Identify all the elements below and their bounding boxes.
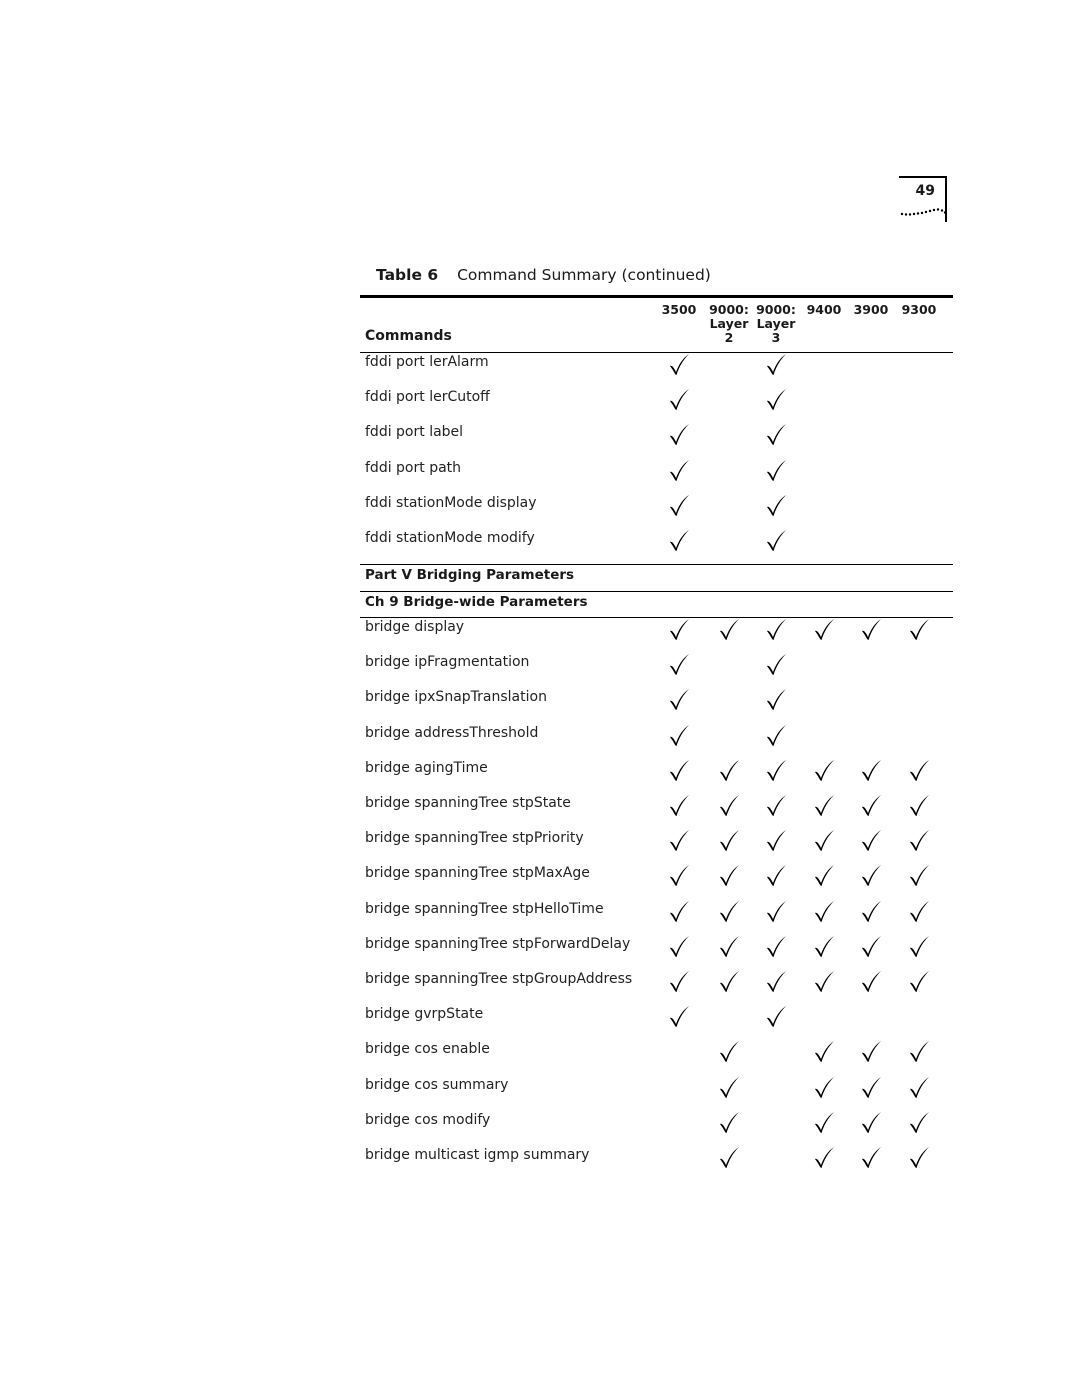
check-mark-icon [908, 618, 930, 642]
section-heading: Part V Bridging Parameters [365, 567, 575, 583]
column-header-line: 9300 [901, 302, 937, 317]
column-header [705, 303, 753, 345]
check-mark-icon [718, 970, 740, 994]
check-mark-icon [813, 794, 835, 818]
command-label: bridge ipFragmentation [365, 654, 530, 671]
command-label: bridge addressThreshold [365, 724, 539, 741]
column-header [752, 303, 800, 345]
check-mark-icon [813, 970, 835, 994]
check-mark-icon [718, 1040, 740, 1064]
check-mark-icon [668, 724, 690, 748]
command-label: bridge cos summary [365, 1076, 509, 1093]
command-label: bridge spanningTree stpPriority [365, 830, 584, 847]
command-label: bridge spanningTree stpHelloTime [365, 900, 604, 917]
check-mark-icon [860, 1040, 882, 1064]
command-label: fddi stationMode modify [365, 530, 535, 546]
table-caption [376, 266, 711, 284]
check-mark-icon [765, 494, 787, 518]
check-mark-icon [668, 653, 690, 677]
column-header [847, 303, 895, 317]
check-mark-icon [908, 935, 930, 959]
check-mark-icon [813, 900, 835, 924]
column-header [655, 303, 703, 317]
check-mark-icon [668, 688, 690, 712]
command-label: bridge spanningTree stpState [365, 795, 571, 811]
check-mark-icon [668, 388, 690, 412]
table-caption-label: Table 6 [376, 266, 439, 284]
check-mark-icon [668, 459, 690, 483]
check-mark-icon [668, 864, 690, 888]
command-label: bridge cos modify [365, 1111, 491, 1128]
check-mark-icon [860, 864, 882, 888]
check-mark-icon [668, 494, 690, 518]
check-mark-icon [765, 618, 787, 642]
check-mark-icon [668, 1005, 690, 1029]
check-mark-icon [718, 794, 740, 818]
check-mark-icon [718, 829, 740, 853]
check-mark-icon [860, 618, 882, 642]
check-mark-icon [813, 1146, 835, 1170]
section-rule [360, 591, 953, 592]
check-mark-icon [765, 900, 787, 924]
command-label: fddi stationMode display [365, 494, 537, 511]
command-label: bridge agingTime [365, 759, 488, 776]
check-mark-icon [908, 900, 930, 924]
command-label: bridge multicast igmp summary [365, 1147, 590, 1163]
command-label: bridge gvrpState [365, 1006, 484, 1023]
check-mark-icon [718, 759, 740, 783]
check-mark-icon [718, 1076, 740, 1100]
check-mark-icon [765, 653, 787, 677]
column-header-line: Layer [756, 316, 796, 331]
page-corner-dots-icon [899, 204, 949, 218]
command-label: bridge spanningTree stpMaxAge [365, 865, 590, 882]
check-mark-icon [908, 759, 930, 783]
check-mark-icon [718, 864, 740, 888]
check-mark-icon [718, 900, 740, 924]
check-mark-icon [765, 864, 787, 888]
check-mark-icon [860, 829, 882, 853]
check-mark-icon [908, 794, 930, 818]
check-mark-icon [718, 1111, 740, 1135]
page-number: 49 [915, 183, 935, 199]
check-mark-icon [908, 1076, 930, 1100]
column-header-line: 3500 [661, 302, 697, 317]
table-top-rule [360, 295, 953, 298]
section-rule [360, 564, 953, 565]
command-label: bridge cos enable [365, 1041, 490, 1058]
command-label: bridge display [365, 619, 465, 635]
check-mark-icon [860, 759, 882, 783]
check-mark-icon [668, 900, 690, 924]
check-mark-icon [860, 1111, 882, 1135]
command-label: fddi port lerCutoff [365, 389, 490, 406]
check-mark-icon [860, 1146, 882, 1170]
check-mark-icon [668, 423, 690, 447]
check-mark-icon [765, 459, 787, 483]
column-header-line: 9400 [806, 302, 842, 317]
check-mark-icon [908, 970, 930, 994]
check-mark-icon [908, 864, 930, 888]
check-mark-icon [860, 1076, 882, 1100]
check-mark-icon [718, 618, 740, 642]
check-mark-icon [765, 935, 787, 959]
check-mark-icon [765, 1005, 787, 1029]
check-mark-icon [765, 759, 787, 783]
check-mark-icon [908, 1146, 930, 1170]
command-label: bridge ipxSnapTranslation [365, 689, 547, 706]
column-header [895, 303, 943, 317]
check-mark-icon [908, 1111, 930, 1135]
column-header-line: 9000: [756, 302, 796, 317]
check-mark-icon [668, 829, 690, 853]
check-mark-icon [813, 1111, 835, 1135]
check-mark-icon [765, 724, 787, 748]
command-label: bridge spanningTree stpForwardDelay [365, 935, 631, 952]
check-mark-icon [765, 353, 787, 377]
check-mark-icon [813, 1076, 835, 1100]
command-label: bridge spanningTree stpGroupAddress [365, 971, 633, 987]
column-header-line: 2 [724, 330, 734, 345]
header-bottom-rule [360, 352, 953, 353]
check-mark-icon [813, 759, 835, 783]
column-header-line: 9000: [709, 302, 749, 317]
check-mark-icon [765, 423, 787, 447]
check-mark-icon [908, 1040, 930, 1064]
check-mark-icon [668, 759, 690, 783]
check-mark-icon [765, 794, 787, 818]
check-mark-icon [908, 829, 930, 853]
check-mark-icon [813, 935, 835, 959]
check-mark-icon [668, 529, 690, 553]
check-mark-icon [718, 935, 740, 959]
table-caption-title: Command Summary (continued) [457, 266, 711, 284]
check-mark-icon [668, 353, 690, 377]
check-mark-icon [765, 388, 787, 412]
check-mark-icon [668, 618, 690, 642]
section-heading: Ch 9 Bridge-wide Parameters [365, 594, 588, 610]
check-mark-icon [813, 618, 835, 642]
commands-header: Commands [365, 328, 452, 344]
check-mark-icon [668, 794, 690, 818]
check-mark-icon [860, 970, 882, 994]
check-mark-icon [765, 529, 787, 553]
check-mark-icon [813, 864, 835, 888]
check-mark-icon [668, 970, 690, 994]
command-label: fddi port path [365, 459, 462, 476]
check-mark-icon [668, 935, 690, 959]
check-mark-icon [860, 794, 882, 818]
column-header [800, 303, 848, 317]
check-mark-icon [765, 688, 787, 712]
check-mark-icon [860, 900, 882, 924]
column-header-line: 3900 [853, 302, 889, 317]
check-mark-icon [813, 829, 835, 853]
check-mark-icon [860, 935, 882, 959]
command-label: fddi port lerAlarm [365, 354, 489, 370]
column-header-line: 3 [771, 330, 781, 345]
column-header-line: Layer [709, 316, 749, 331]
check-mark-icon [718, 1146, 740, 1170]
check-mark-icon [765, 829, 787, 853]
command-label: fddi port label [365, 424, 464, 441]
check-mark-icon [765, 970, 787, 994]
check-mark-icon [813, 1040, 835, 1064]
